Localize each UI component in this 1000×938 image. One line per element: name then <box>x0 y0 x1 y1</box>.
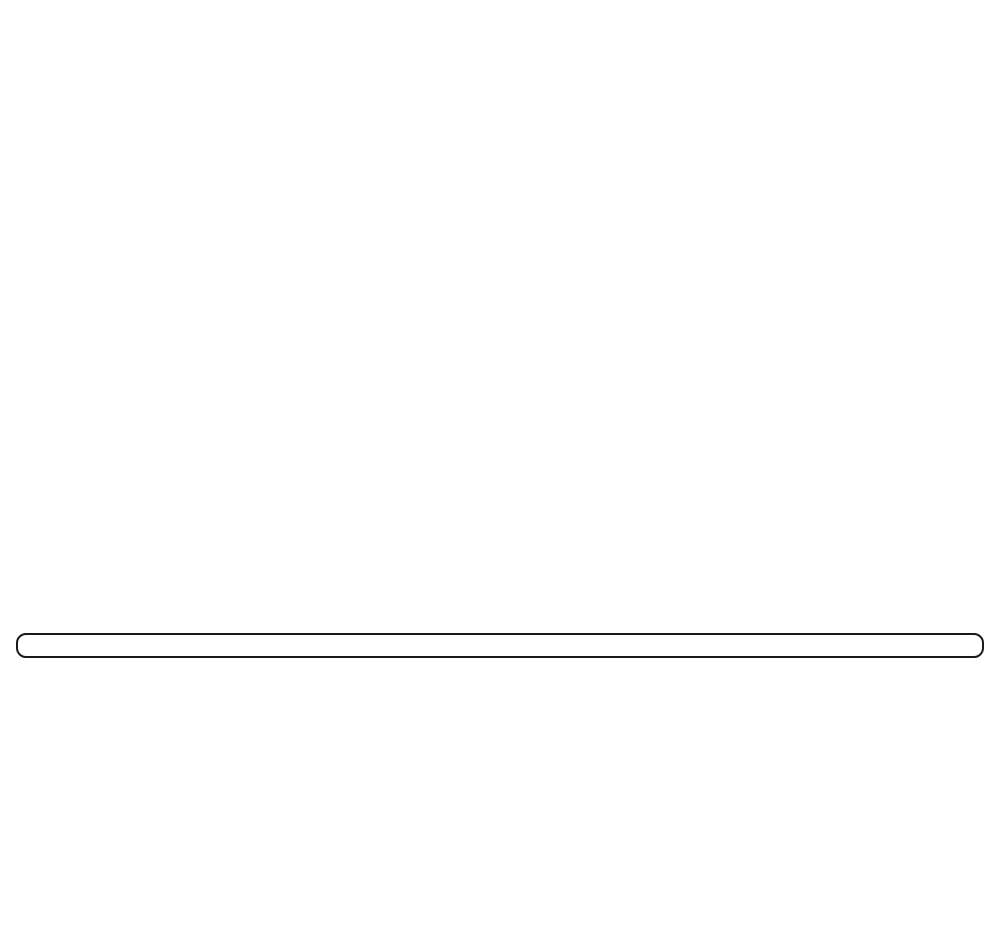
thoughts-banner <box>16 633 984 658</box>
